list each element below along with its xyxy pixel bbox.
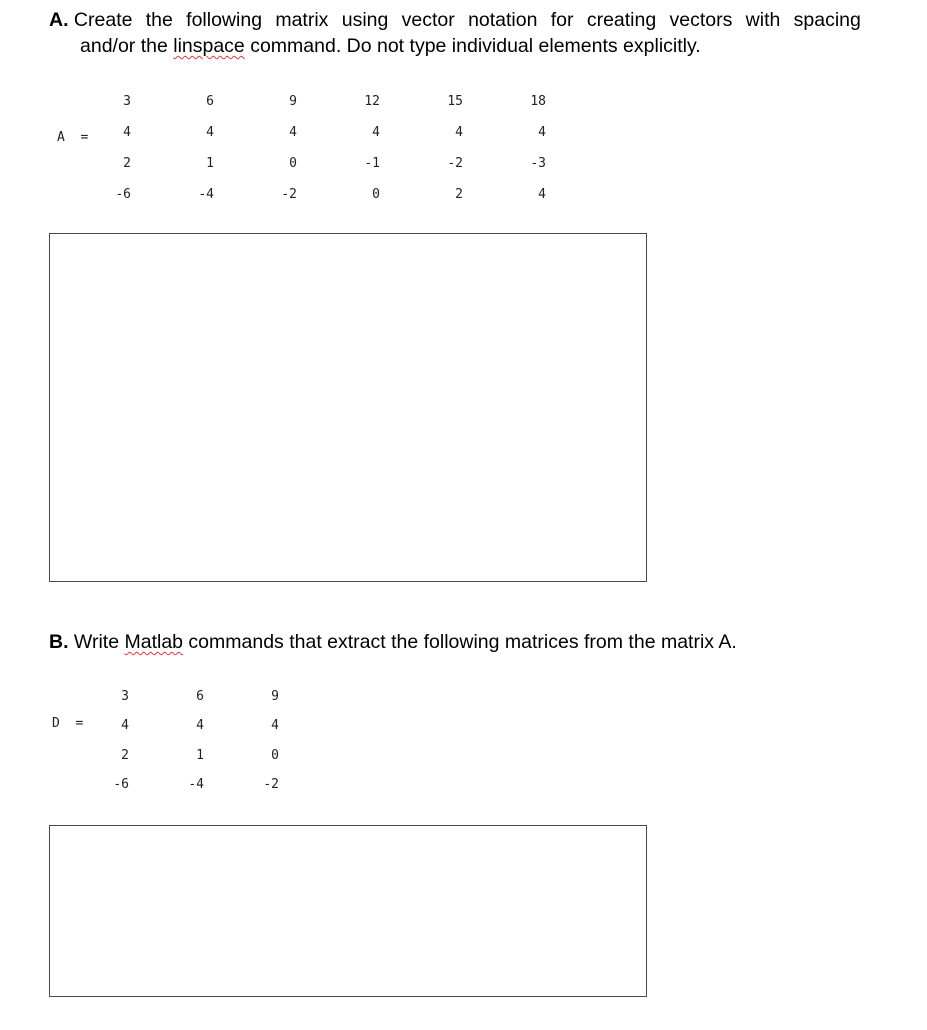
- matrix-a-equals: =: [80, 130, 89, 145]
- question-a-word: matrix: [275, 9, 329, 31]
- matrix-cell: -4: [188, 777, 204, 793]
- question-a-word: spacing: [793, 9, 861, 31]
- matrix-cell: 4: [121, 718, 129, 734]
- matrix-cell: 4: [538, 187, 546, 202]
- matrix-a-name: A: [57, 130, 65, 145]
- matrix-cell: 0: [372, 187, 380, 202]
- matrix-cell: -6: [113, 777, 129, 793]
- matrix-cell: -2: [281, 187, 297, 202]
- question-a-word: for: [550, 9, 574, 31]
- matrix-cell: 4: [538, 125, 546, 140]
- question-a-text: command. Do not type individual elements explicitly.: [244, 35, 701, 57]
- question-b-label: B.: [49, 631, 69, 653]
- question-a-word: the: [145, 9, 173, 31]
- matrix-cell: 12: [364, 94, 380, 109]
- matrix-a-row: [95, 148, 546, 179]
- matrix-d-row: [93, 770, 279, 799]
- matrix-cell: 3: [123, 94, 131, 109]
- matrix-cell: -2: [447, 156, 463, 171]
- matrix-cell: 1: [206, 156, 214, 171]
- matrix-cell: -6: [115, 187, 131, 202]
- matrix-cell: 4: [455, 125, 463, 140]
- question-a-word: vector: [401, 9, 455, 31]
- matrix-d-equals: =: [75, 716, 84, 731]
- matrix-cell: 9: [289, 94, 297, 109]
- matrix-cell: -2: [263, 777, 279, 793]
- matrix-cell: 15: [447, 94, 463, 109]
- matrix-cell: 4: [196, 718, 204, 734]
- question-a-word: creating: [586, 9, 657, 31]
- matrix-cell: 2: [455, 187, 463, 202]
- matrix-d-row: [93, 682, 279, 711]
- question-a-line-2: [49, 33, 879, 59]
- matrix-cell: 6: [206, 94, 214, 109]
- matrix-cell: 2: [123, 156, 131, 171]
- matrix-a-label: [57, 130, 88, 145]
- matrix-cell: 18: [530, 94, 546, 109]
- matrix-cell: 0: [271, 747, 279, 763]
- matlab-keyword: Matlab: [124, 631, 184, 653]
- matrix-cell: 1: [196, 747, 204, 763]
- matrix-cell: 6: [196, 689, 204, 705]
- matrix-cell: -1: [364, 156, 380, 171]
- matrix-a-row: [95, 179, 546, 210]
- question-b-text: commands that extract the following matrices from the matrix A.: [183, 631, 737, 653]
- question-a-first-word-group: [49, 7, 132, 33]
- matrix-d-label: [52, 716, 83, 731]
- linspace-keyword: linspace: [173, 35, 245, 57]
- question-b: [49, 629, 879, 655]
- matrix-cell: 4: [206, 125, 214, 140]
- matrix-d-row: [93, 711, 279, 740]
- answer-box-a[interactable]: [49, 233, 647, 582]
- question-a-line-1: [49, 7, 861, 33]
- matrix-cell: 9: [271, 689, 279, 705]
- matrix-cell: 0: [289, 156, 297, 171]
- question-a-word: with: [745, 9, 781, 31]
- matrix-cell: -4: [198, 187, 214, 202]
- question-a-label: A.: [49, 9, 69, 31]
- matrix-d-row: [93, 741, 279, 770]
- question-b-text: Write: [73, 631, 125, 653]
- matrix-cell: -3: [530, 156, 546, 171]
- question-b-line: [49, 629, 879, 655]
- matrix-cell: 4: [372, 125, 380, 140]
- matrix-a: [95, 86, 546, 210]
- matrix-cell: 3: [121, 689, 129, 705]
- answer-box-b[interactable]: [49, 825, 647, 997]
- question-a-word: vectors: [669, 9, 733, 31]
- question-a: [49, 7, 879, 59]
- question-a-word: following: [186, 9, 263, 31]
- question-a-word: using: [341, 9, 389, 31]
- matrix-d-name: D: [52, 716, 60, 731]
- matrix-a-row: [95, 117, 546, 148]
- matrix-cell: 4: [123, 125, 131, 140]
- matrix-d: [93, 682, 279, 799]
- matrix-cell: 4: [271, 718, 279, 734]
- matrix-cell: 4: [289, 125, 297, 140]
- question-a-word: Create: [73, 9, 133, 31]
- question-a-text: and/or the: [80, 35, 174, 57]
- matrix-a-row: [95, 86, 546, 117]
- matrix-cell: 2: [121, 747, 129, 763]
- question-a-word: notation: [468, 9, 538, 31]
